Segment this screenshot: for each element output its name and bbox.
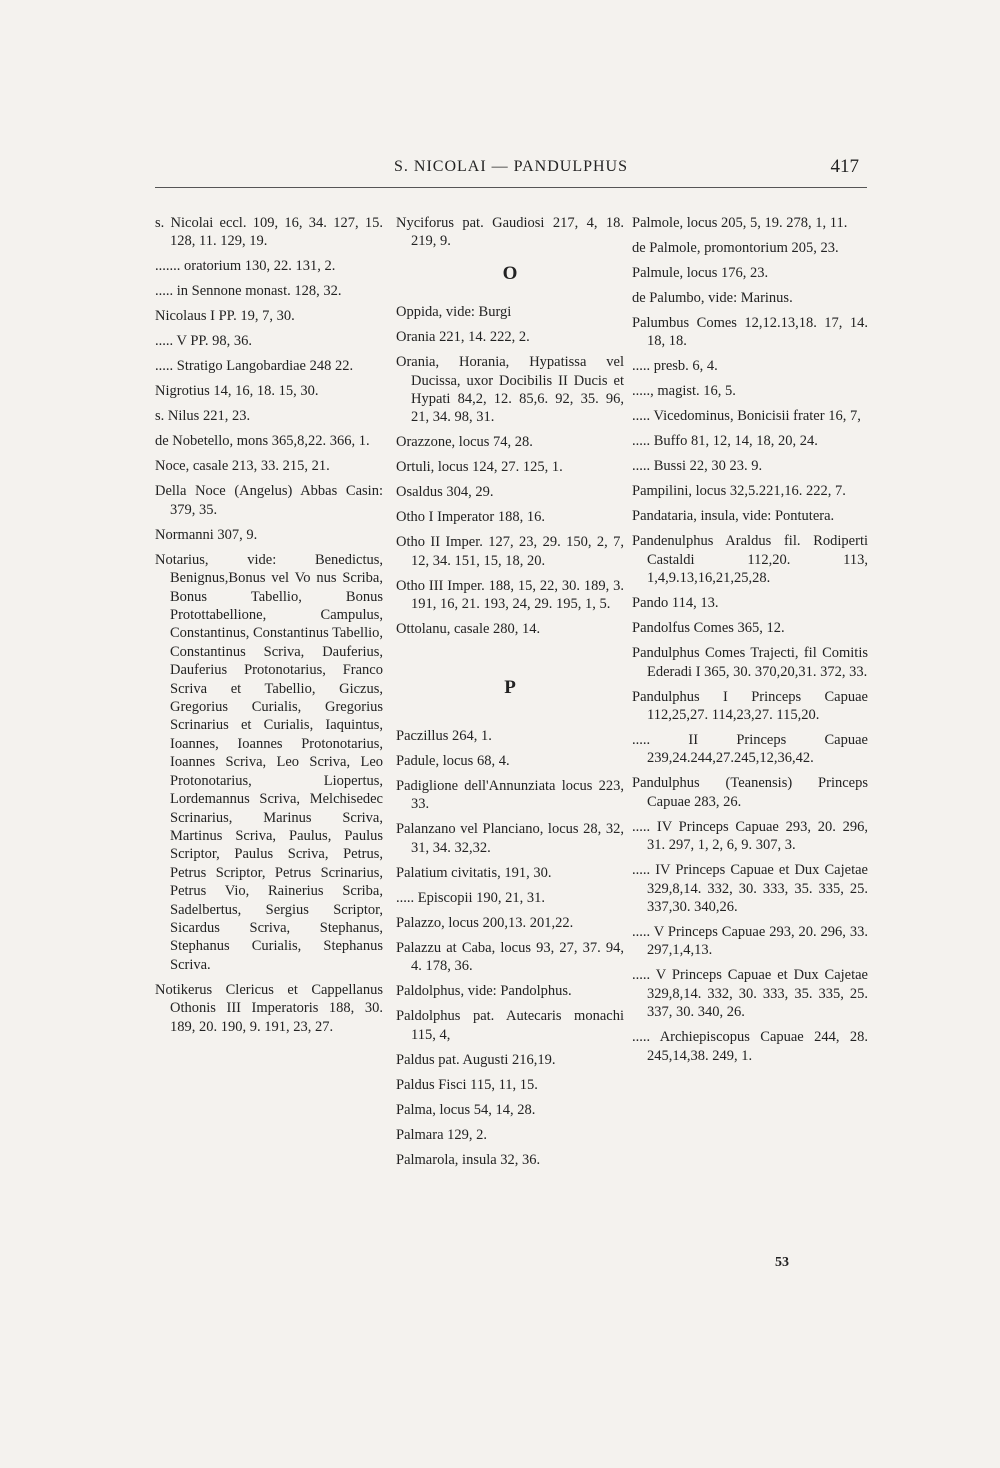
index-entry: Della Noce (Angelus) Abbas Casin: 379, 35. [155,483,383,518]
index-entry: Palmara 129, 2. [396,1126,488,1143]
index-entry: de Nobetello, mons 365,8,22. 366, 1. [155,433,370,450]
index-entry: Notikerus Clericus et Cappellanus Othonis III Imperatoris 188, 30. 189, 20. 190, 9. 191, 23, 27. [155,981,383,1035]
index-column-middle [396,214,624,1176]
index-entry: Palazzo, locus 200,13. 201,22. [396,914,574,931]
index-entry: Ortuli, locus 124, 27. 125, 1. [396,459,563,476]
entries-letter-o [396,303,624,638]
section-letter-p: P [504,676,516,698]
index-entry: Palma, locus 54, 14, 28. [396,1101,536,1118]
index-entry: Notarius, vide: Benedictus, Benignus,Bonus vel Vo nus Scriba, Bonus Tabellio, Bonus Protottabellione, Campulus, Constantinus, Constantinus Tabellio, Constantinus Scriva, Dauferius, Dauferius Protonotarius, Franco Scriva et Tabellio, Giczus, Gregorius Curialis, Gregorius Scrinarius et Curialis, Iaquintus, Ioannes, Ioannes Protonotarius, Ioannes Scriva, Leo Scriva, Leo Protonotarius, Liopertus, Lordemannus Scriva, Melchisedec Scrinarius, Marinus Scriva, Martinus Scriva, Paulus, Paulus Scriptor, Paulus Scriva, Petrus, Petrus Scriptor, Petrus Scrinarius, Petrus Vio, Rainerius Scriba, Sadelbertus, Sergius Scriptor, Sicardus Scriva, Stephanus, Stephanus Curialis, Stephanus Scriva. [155,551,383,973]
index-entry: de Palumbo, vide: Marinus. [632,290,793,306]
index-column-right [632,214,868,1072]
index-entry: Pandulphus (Teanensis) Princeps Capuae 283, 26. [632,775,868,810]
index-entry: Palumbus Comes 12,12.13,18. 17, 14. 18, 18. [632,315,868,350]
index-entry: Noce, casale 213, 33. 215, 21. [155,458,330,475]
index-entry: ..... II Princeps Capuae 239,24.244,27.245,12,36,42. [632,732,868,767]
index-entry: Pandulphus I Princeps Capuae 112,25,27. 114,23,27. 115,20. [632,688,868,724]
index-entry: Nigrotius 14, 16, 18. 15, 30. [155,383,319,400]
index-entry: ..... presb. 6, 4. [632,358,718,375]
page-number: 417 [830,156,859,177]
index-entry: Normanni 307, 9. [155,526,258,543]
index-entry: Pandenulphus Araldus fil. Rodiperti Castaldi 112,20. 113, 1,4,9.13,16,21,25,28. [632,533,868,587]
index-entry: Orania, Horania, Hypatissa vel Ducissa, uxor Docibilis II Ducis et Hypati 84,2, 12. 85,6. 92, 35. 96, 21, 34. 98, 31. [396,354,624,426]
section-letter-o: O [502,262,518,284]
index-entry: ..... Episcopii 190, 21, 31. [396,889,546,906]
index-entry: Pandataria, insula, vide: Pontutera. [632,508,835,525]
index-entry: Oppida, vide: Burgi [396,304,512,321]
index-entry: Pandulphus Comes Trajecti, fil Comitis Ederadi I 365, 30. 370,20,31. 372, 33. [632,645,868,680]
index-entry: Otho III Imper. 188, 15, 22, 30. 189, 3. 191, 16, 21. 193, 24, 29. 195, 1, 5. [396,577,624,613]
index-entry: Otho II Imper. 127, 23, 29. 150, 2, 7, 12, 34. 151, 15, 18, 20. [396,534,624,569]
index-entry: s. Nilus 221, 23. [155,408,251,425]
index-entry: ..... IV Princeps Capuae et Dux Cajetae 329,8,14. 332, 30. 333, 35. 335, 25. 337,30. 340,26. [632,862,868,916]
index-entry: Ottolanu, casale 280, 14. [396,621,541,638]
index-entry: Palmarola, insula 32, 36. [396,1151,541,1168]
index-entry: Pando 114, 13. [632,595,719,612]
index-entry: ..... V Princeps Capuae et Dux Cajetae 329,8,14. 332, 30. 333, 35. 335, 25. 337, 30. 340, 26. [632,967,868,1021]
index-entry: ..... Buffo 81, 12, 14, 18, 20, 24. [632,433,818,450]
index-entry: ....... oratorium 130, 22. 131, 2. [155,258,336,275]
index-entry: ..... V Princeps Capuae 293, 20. 296, 33. 297,1,4,13. [632,924,868,959]
index-entry: ....., magist. 16, 5. [632,383,736,400]
index-entry: Padule, locus 68, 4. [396,753,510,770]
index-entry: ..... in Sennone monast. 128, 32. [155,283,342,300]
index-entry: Orazzone, locus 74, 28. [396,434,533,451]
index-entry: Paldolphus, vide: Pandolphus. [396,983,572,1000]
running-title: S. NICOLAI — PANDULPHUS [394,158,628,175]
signature-mark: 53 [775,1255,789,1270]
index-entry: Osaldus 304, 29. [396,484,494,501]
index-entry: Otho I Imperator 188, 16. [396,509,545,526]
index-entry: Paldolphus pat. Autecaris monachi 115, 4, [396,1008,624,1043]
index-entry: Nyciforus pat. Gaudiosi 217, 4, 18. 219, 9. [396,215,624,250]
index-entry: Palanzano vel Planciano, locus 28, 32, 31, 34. 32,32. [396,821,624,856]
index-column-left [155,214,383,1043]
index-entry: ..... Bussi 22, 30 23. 9. [632,458,763,475]
index-entry: Nicolaus I PP. 19, 7, 30. [155,308,295,325]
index-entry: de Palmole, promontorium 205, 23. [632,240,839,256]
index-entry: Pampilini, locus 32,5.221,16. 222, 7. [632,483,846,500]
index-entry: ..... V PP. 98, 36. [155,333,252,350]
index-entry: ..... Vicedominus, Bonicisii frater 16, 7, [632,408,861,425]
index-entry: Paczillus 264, 1. [396,728,492,745]
index-entry: Pandolfus Comes 365, 12. [632,620,785,637]
index-entry: Palazzu at Caba, locus 93, 27, 37. 94, 4. 178, 36. [396,939,624,975]
index-entry: Palmule, locus 176, 23. [632,265,769,281]
index-entry: Orania 221, 14. 222, 2. [396,329,530,346]
header-rule [155,187,867,188]
index-entry: ..... Stratigo Langobardiae 248 22. [155,358,354,375]
index-entry: Palmole, locus 205, 5, 19. 278, 1, 11. [632,215,848,231]
index-entry: Padiglione dell'Annunziata locus 223, 33. [396,778,624,813]
running-header [155,158,867,182]
index-entry: s. Nicolai eccl. 109, 16, 34. 127, 15. 128, 11. 129, 19. [155,215,383,250]
entries-before-o [396,214,624,251]
index-entry: Paldus Fisci 115, 11, 15. [396,1076,538,1093]
index-entry: Palatium civitatis, 191, 30. [396,864,552,881]
index-entry: Paldus pat. Augusti 216,19. [396,1051,556,1068]
index-entry: ..... Archiepiscopus Capuae 244, 28. 245,14,38. 249, 1. [632,1029,868,1064]
index-entry: ..... IV Princeps Capuae 293, 20. 296, 31. 297, 1, 2, 6, 9. 307, 3. [632,818,868,854]
entries-letter-p [396,727,624,1169]
